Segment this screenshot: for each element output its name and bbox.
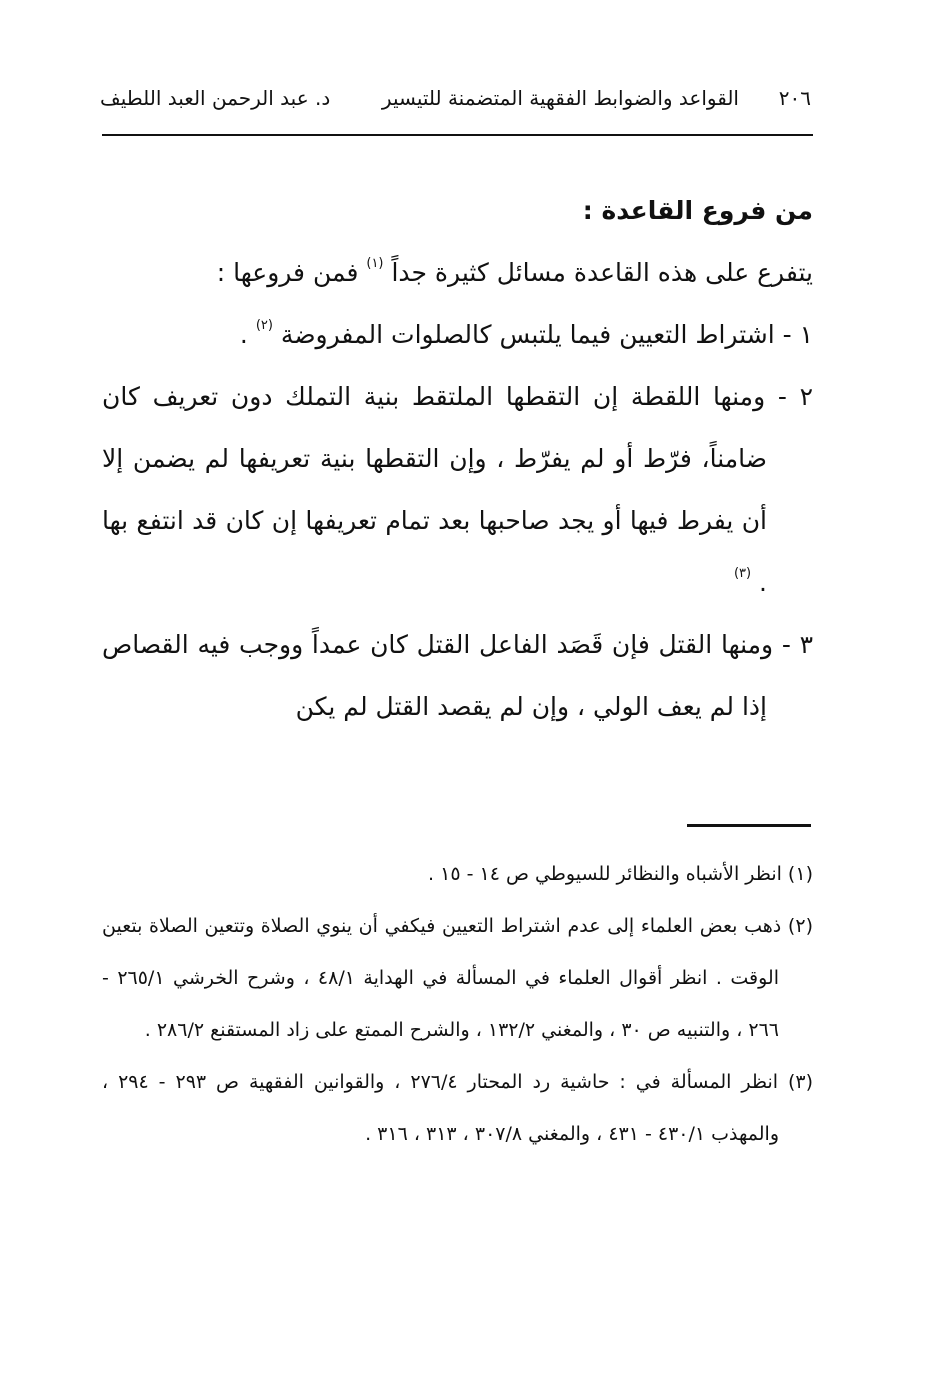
item3-text: ٣ - ومنها القتل فإن قَصَد الفاعل القتل كان عمداً ووجب فيه القصاص إذا لم يعف الولي ، وإن لم يقصد القتل لم يكن	[102, 630, 813, 721]
intro-tail: فمن فروعها :	[216, 258, 359, 287]
running-header	[100, 86, 811, 122]
item1-text: ١ - اشتراط التعيين فيما يلتبس كالصلوات المفروضة	[280, 320, 813, 349]
footnotes	[102, 848, 813, 1160]
list-item-2	[102, 366, 813, 614]
page-number: ٢٠٦	[778, 86, 811, 110]
book-title: القواعد والضوابط الفقهية المتضمنة للتيسير	[381, 86, 739, 110]
footnote-ref-2: (٢)	[255, 318, 273, 333]
footnote-3: (٣) انظر المسألة في : حاشية رد المحتار ٢٧٦/٤ ، والقوانين الفقهية ص ٢٩٣ - ٢٩٤ ، والمهذب ٤٣٠/١ - ٤٣١ ، والمغني ٣٠٧/٨ ، ٣١٣ ، ٣١٦ .	[102, 1071, 814, 1145]
item1-tail: .	[239, 320, 248, 349]
intro-paragraph	[102, 242, 813, 304]
list-item-3	[102, 614, 813, 738]
item2-text: ٢ - ومنها اللقطة إن التقطها الملتقط بنية التملك دون تعريف كان ضامناً، فرّط أو لم يفرّط ، وإن التقطها بنية تعريفها لم يضمن إلا أن يفرط فيها أو يجد صاحبها بعد تمام تعريفها إن كان قد انتفع بها .	[102, 382, 813, 597]
footnote-rule	[687, 824, 811, 827]
footnote-ref-3: (٣)	[733, 566, 752, 581]
footnote-1: (١) انظر الأشباه والنظائر للسيوطي ص ١٤ - ١٥ .	[428, 863, 813, 885]
footnote-ref-1: (١)	[366, 256, 384, 271]
list-item-1	[102, 304, 813, 366]
footnote-2: (٢) ذهب بعض العلماء إلى عدم اشتراط التعيين فيكفي أن ينوي الصلاة وتتعين الصلاة بتعين الوقت . انظر أقوال العلماء في المسألة في الهداية ٤٨/١ ، وشرح الخرشي ٢٦٥/١ - ٢٦٦ ، والتنبيه ص ٣٠ ، والمغني ١٣٢/٢ ، والشرح الممتع على زاد المستقنع ٢٨٦/٢ .	[102, 915, 813, 1041]
main-text	[102, 180, 813, 738]
author-name: د. عبد الرحمن العبد اللطيف	[100, 86, 331, 110]
section-heading: من فروع القاعدة :	[582, 196, 813, 225]
intro-text: يتفرع على هذه القاعدة مسائل كثيرة جداً	[391, 258, 813, 287]
header-rule	[102, 134, 813, 136]
